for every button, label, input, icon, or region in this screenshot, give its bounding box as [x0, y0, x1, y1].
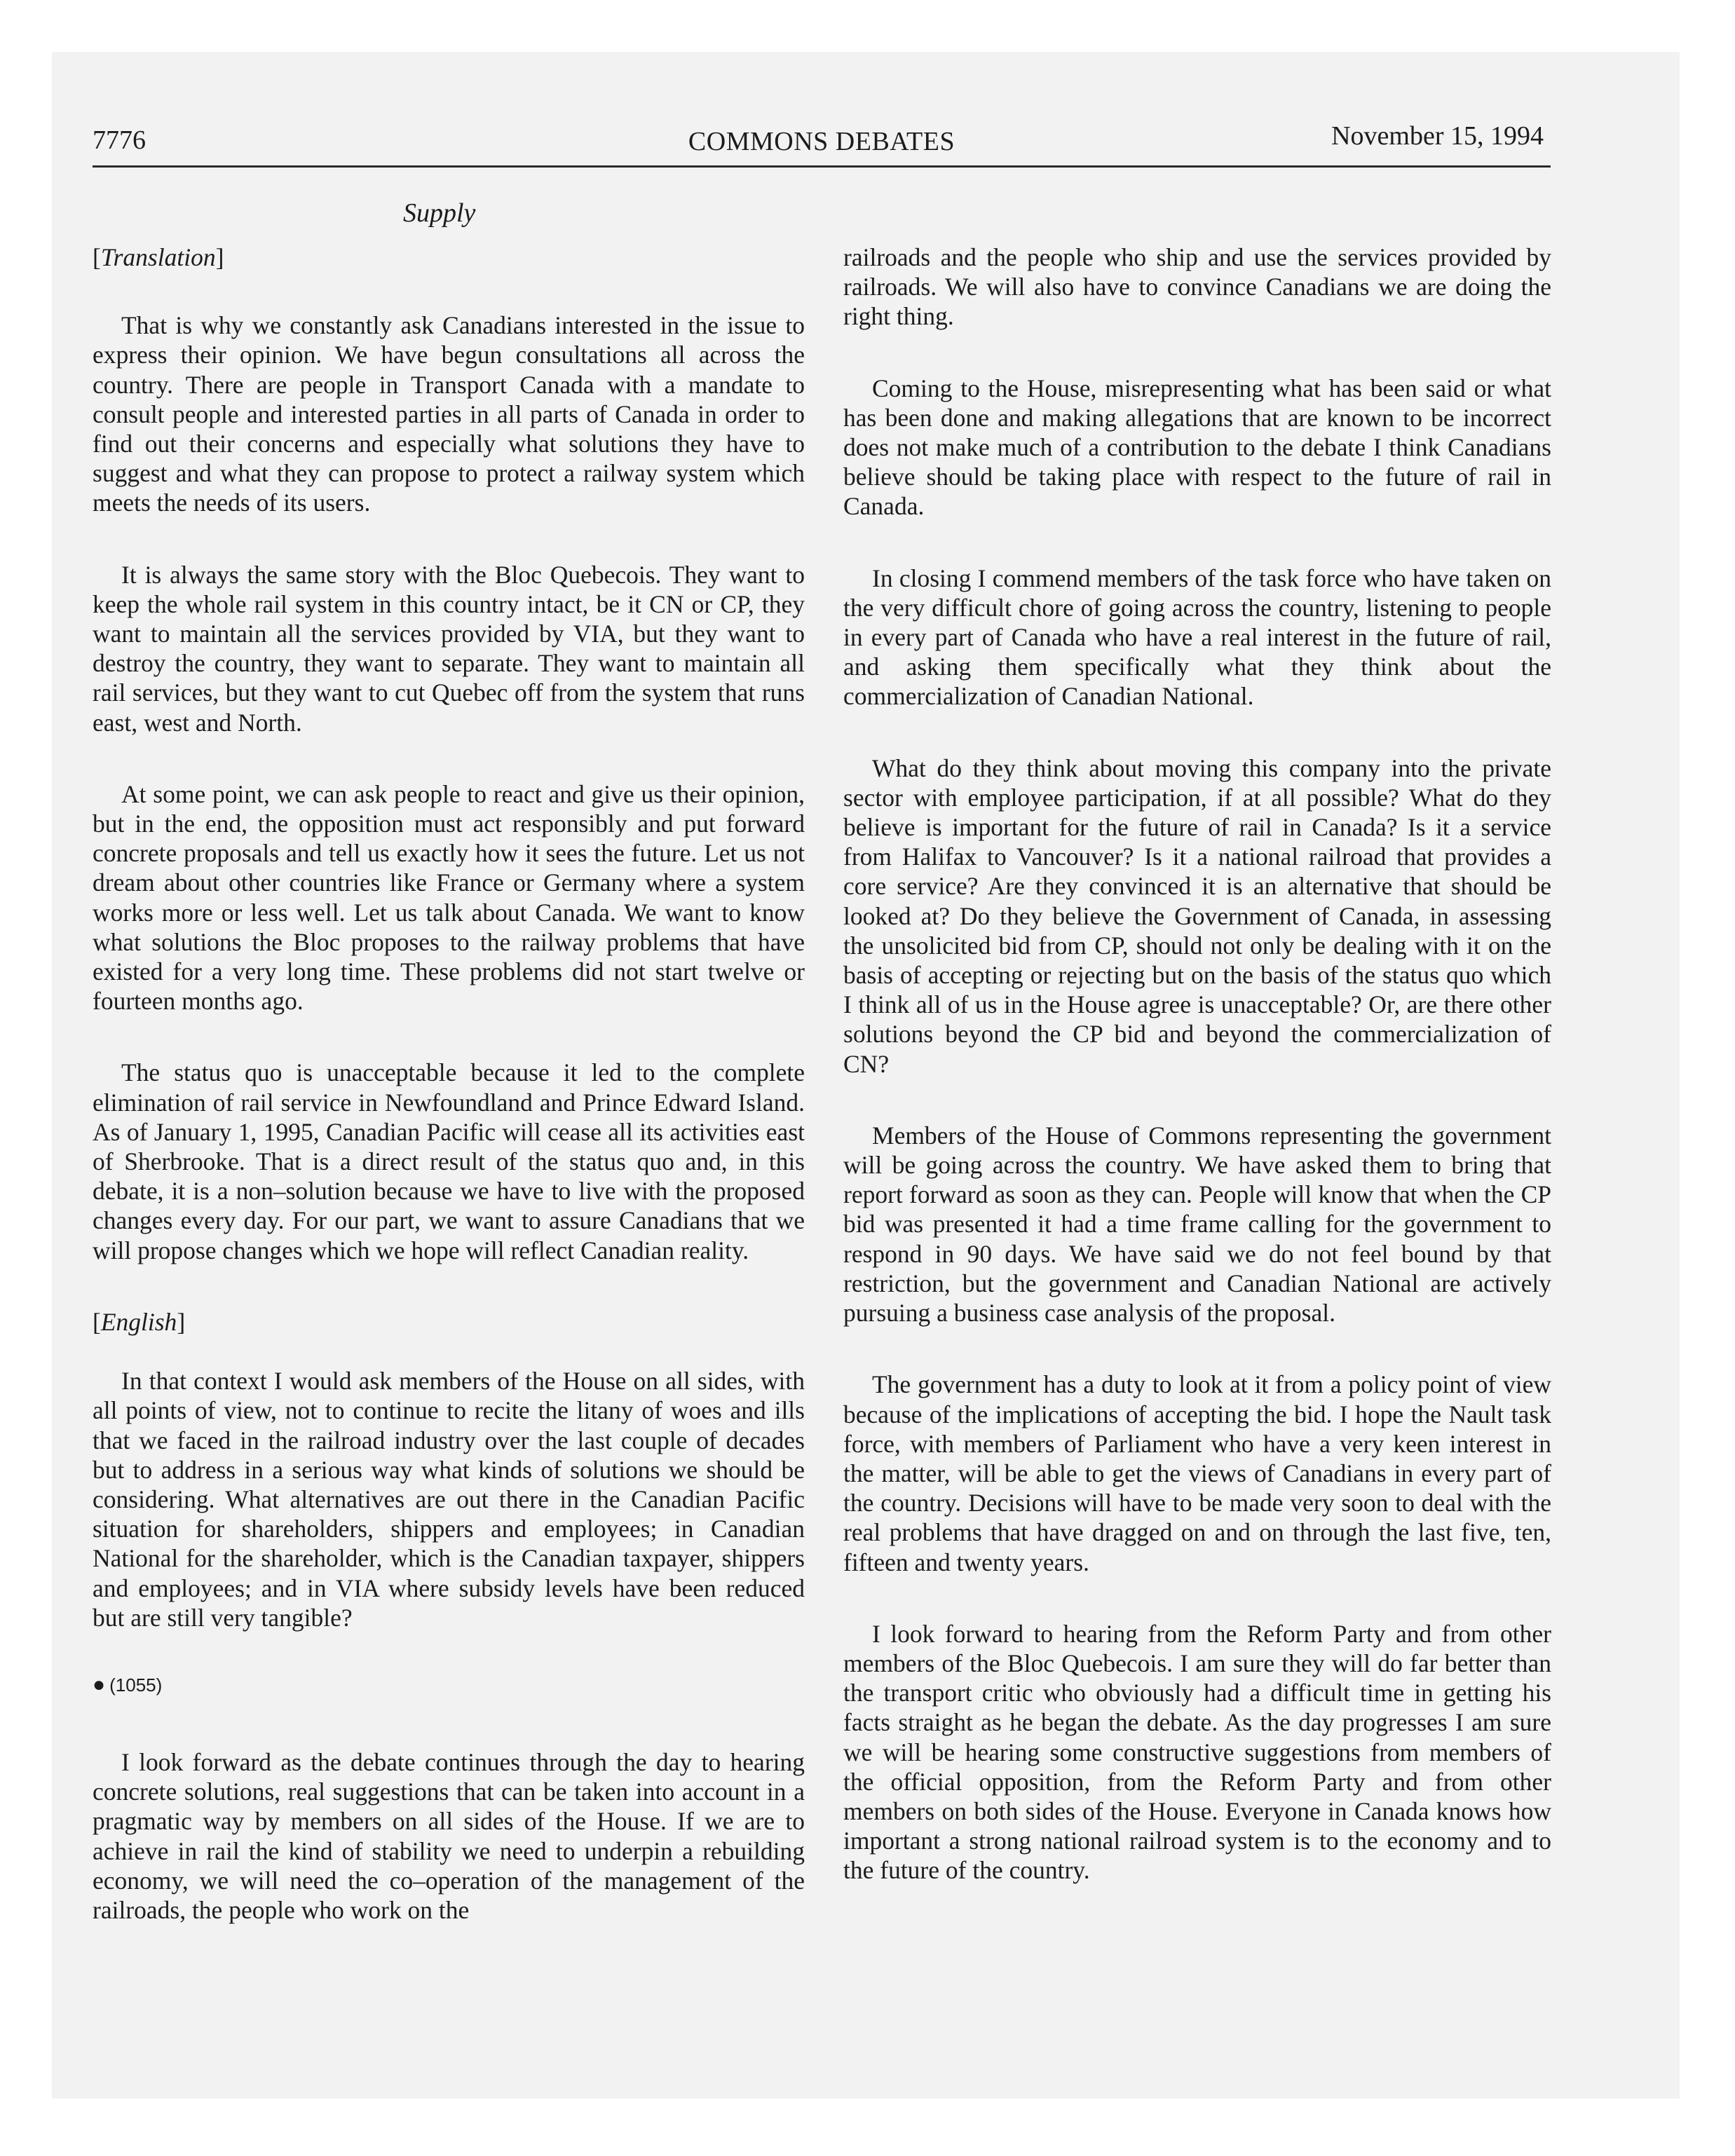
language-tag-english-text: English [100, 1307, 177, 1336]
right-column [843, 243, 1551, 1928]
paragraph: I look forward to hearing from the Reform Party and from other members of the Bloc Quebecois. I am sure they will do far better than the transport critic who obviously had a difficult time in getting his facts straight as he began the debate. As the day progresses I am sure we will be hearing some constructive suggestions from members of the official opposition, from the Reform Party and from other members on both sides of the House. Everyone in Canada knows how important a strong national railroad system is to the economy and to the future of the country. [843, 1619, 1551, 1885]
section-title: Supply [403, 198, 476, 228]
paragraph-continued: railroads and the people who ship and use the services provided by railroads. We will also have to convince Canadians we are doing the right thing. [843, 243, 1551, 331]
paragraph: At some point, we can ask people to react and give us their opinion, but in the end, the opposition must act responsibly and put forward concrete proposals and tell us exactly how it sees the future. Let us not dream about other countries like France or Germany where a system works more or less well. Let us talk about Canada. We want to know what solutions the Bloc proposes to the railway problems that have existed for a very long time. These problems did not start twelve or fourteen months ago. [93, 779, 805, 1016]
paragraph: In closing I commend members of the task force who have taken on the very difficult chore of going across the country, listening to people in every part of Canada who have a real interest in the future of rail, and asking them specifically what they think about the commercialization of Canadian National. [843, 564, 1551, 711]
bullet-icon: ● [93, 1672, 106, 1696]
language-tag-translation: [Translation] [93, 243, 224, 271]
publication-title: COMMONS DEBATES [688, 127, 955, 156]
paragraph: In that context I would ask members of the House on all sides, with all points of view, not to continue to recite the litany of woes and ills that we faced in the railroad industry over the last couple of decades but to address in a serious way what kinds of solutions we should be considering. What alternatives are out there in the Canadian Pacific situation for shareholders, shippers and employees; in Canadian National for the shareholder, which is the Canadian taxpayer, shippers and employees; and in VIA where subsidy levels have been reduced but are still very tangible? [93, 1367, 805, 1632]
page-header [93, 121, 1551, 168]
issue-date: November 15, 1994 [1331, 121, 1544, 151]
left-column [93, 243, 805, 1967]
paragraph: Members of the House of Commons representing the government will be going across the country. We have asked them to bring that report forward as soon as they can. People will know that when the CP bid was presented it had a time frame calling for the government to respond in 90 days. We have said we do not feel bound by that restriction, but the government and Canadian National are actively pursuing a business case analysis of the proposal. [843, 1121, 1551, 1328]
paragraph: That is why we constantly ask Canadians interested in the issue to express their opinion. We have begun consultations all across the country. There are people in Transport Canada with a mandate to consult people and interested parties in all parts of Canada in order to find out their concerns and especially what solutions they have to suggest and what they can propose to protect a railway system which meets the needs of its users. [93, 311, 805, 517]
paragraph: The government has a duty to look at it from a policy point of view because of the implications of accepting the bid. I hope the Nault task force, with members of Parliament who have a very keen interest in the matter, will be able to get the views of Canadians in every part of the country. Decisions will have to be made very soon to deal with the real problems that have dragged on and on through the last five, ten, fifteen and twenty years. [843, 1370, 1551, 1576]
paragraph: Coming to the House, misrepresenting what has been said or what has been done and making allegations that are known to be incorrect does not make much of a contribution to the debate I think Canadians believe should be taking place with respect to the future of rail in Canada. [843, 374, 1551, 521]
paragraph: It is always the same story with the Bloc Quebecois. They want to keep the whole rail system in this country intact, be it CN or CP, they want to maintain all the services provided by VIA, but they want to destroy the country, they want to separate. They want to maintain all rail services, but they want to cut Quebec off from the system that runs east, west and North. [93, 560, 805, 737]
paragraph: I look forward as the debate continues through the day to hearing concrete solutions, real suggestions that can be taken into account in a pragmatic way by members on all sides of the House. If we are to achieve in rail the kind of stability we need to underpin a rebuilding economy, we will need the co–operation of the management of the railroads, the people who work on the [93, 1747, 805, 1924]
paragraph: What do they think about moving this company into the private sector with employee participation, if at all possible? What do they believe is important for the future of rail in Canada? Is it a service from Halifax to Vancouver? Is it a national railroad that provides a core service? Are they convinced it is an alternative that should be looked at? Do they believe the Government of Canada, in assessing the unsolicited bid from CP, should not only be dealing with it on the basis of accepting or rejecting but on the basis of the status quo which I think all of us in the House agree is unacceptable? Or, are there other solutions beyond the CP bid and beyond the commercialization of CN? [843, 753, 1551, 1078]
time-marker [93, 1674, 805, 1696]
language-tag-translation-text: Translation [100, 243, 216, 271]
page-number: 7776 [93, 125, 146, 155]
time-marker-text: (1055) [109, 1674, 163, 1696]
language-tag-english: [English] [93, 1307, 186, 1336]
paragraph: The status quo is unacceptable because it led to the complete elimination of rail service in Newfoundland and Prince Edward Island. As of January 1, 1995, Canadian Pacific will cease all its activities east of Sherbrooke. That is a direct result of the status quo and, in this debate, it is a non–solution because we have to live with the proposed changes every day. For our part, we want to assure Canadians that we will propose changes which we hope will reflect Canadian reality. [93, 1058, 805, 1264]
